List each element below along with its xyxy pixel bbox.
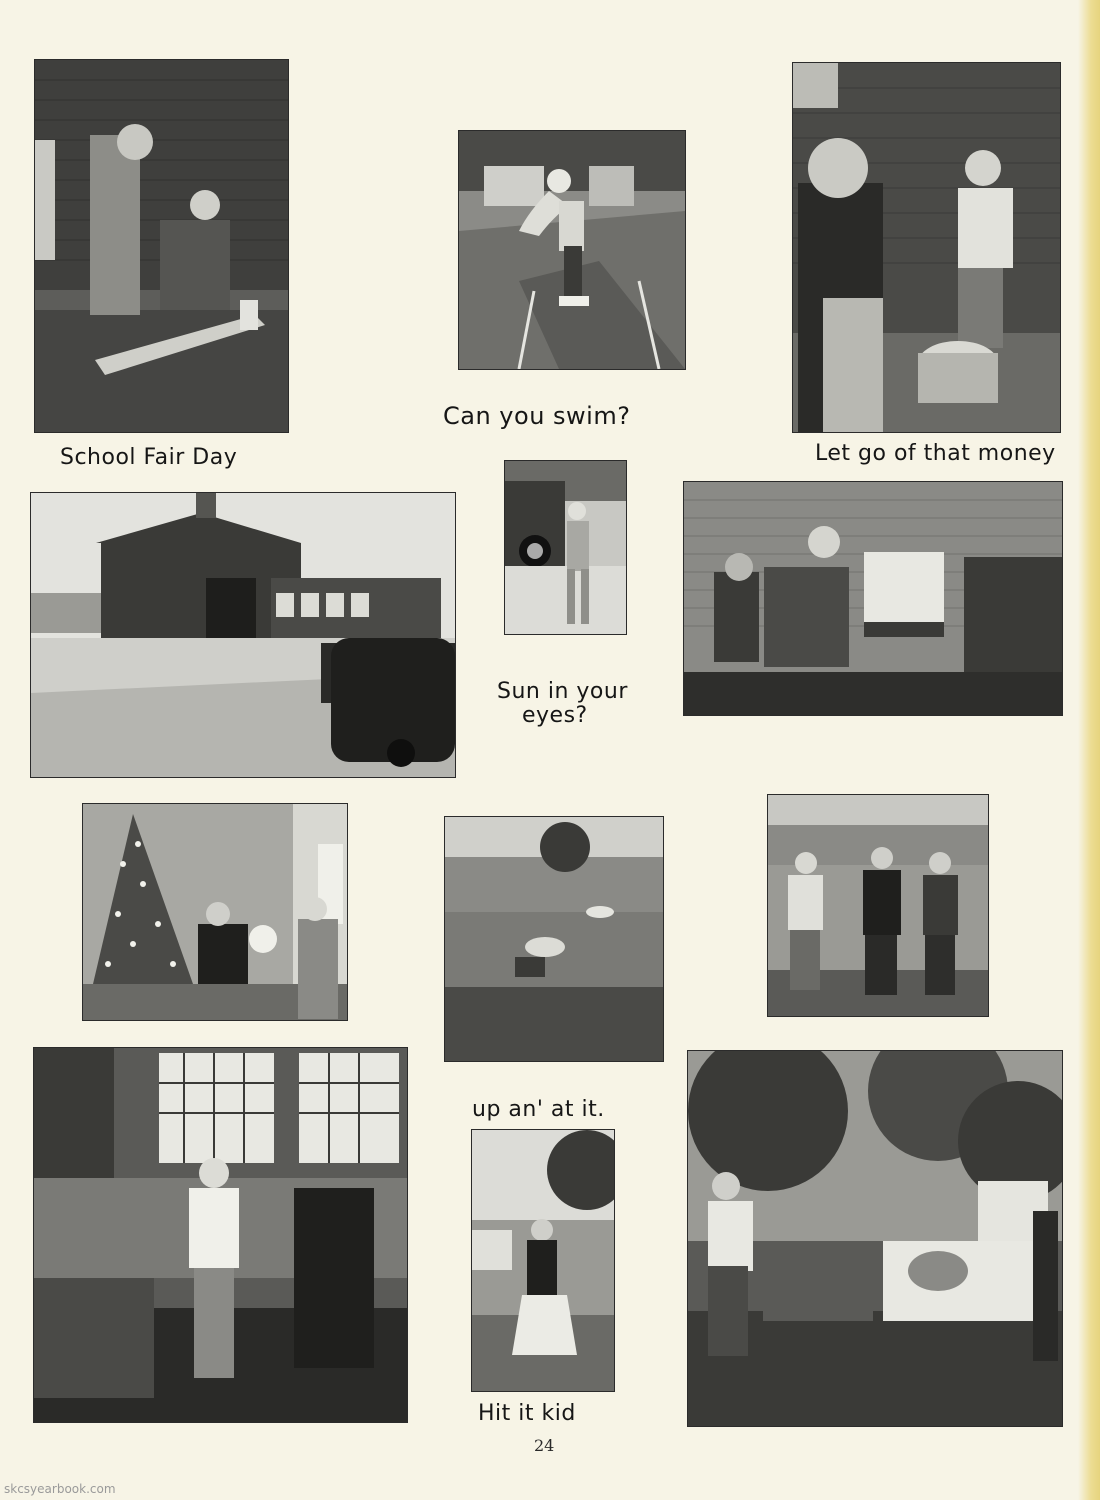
photo-sun-in-your-eyes <box>505 461 626 634</box>
photo-school-building <box>31 493 455 777</box>
site-watermark: skcsyearbook.com <box>4 1482 116 1496</box>
photo-hit-it-kid <box>472 1130 614 1391</box>
photo-let-go-of-that-money <box>793 63 1060 432</box>
photo-christmas-santa <box>83 804 347 1020</box>
caption-can-you-swim: Can you swim? <box>443 402 631 430</box>
caption-up-an-at-it: up an' at it. <box>472 1097 605 1122</box>
photo-three-boys <box>768 795 988 1016</box>
photo-up-an-at-it <box>445 817 663 1061</box>
caption-hit-it-kid: Hit it kid <box>478 1401 576 1426</box>
photo-school-fair-day <box>35 60 288 432</box>
photo-can-you-swim <box>459 131 685 369</box>
page-edge <box>1078 0 1100 1500</box>
caption-let-go-of-that-money: Let go of that money <box>815 441 1056 466</box>
caption-eyes: eyes? <box>522 703 588 728</box>
photo-cows <box>688 1051 1062 1426</box>
photo-man-with-sign <box>684 482 1062 715</box>
photo-boys-by-windows <box>34 1048 407 1422</box>
caption-school-fair-day: School Fair Day <box>60 445 238 470</box>
caption-sun-in-your: Sun in your <box>497 679 628 704</box>
page-number: 24 <box>534 1436 555 1455</box>
